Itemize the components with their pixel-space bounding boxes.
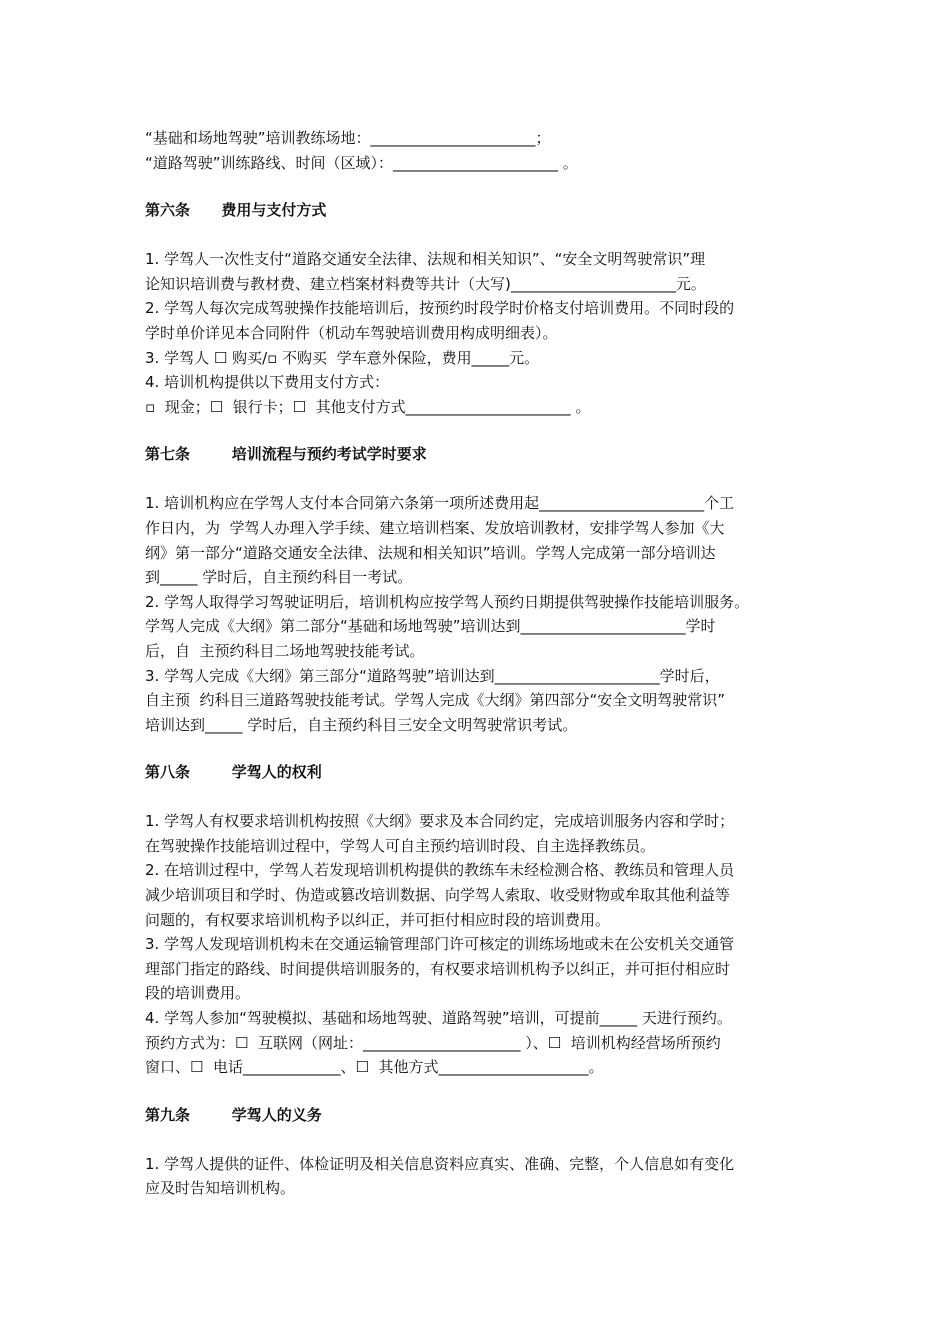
clause-line: 后，自 主预约科目二场地驾驶技能考试。 — [145, 641, 425, 660]
clause-line: 4. 培训机构提供以下费用支付方式： — [145, 373, 390, 392]
clause-line: 1. 学驾人一次性支付“道路交通安全法律、法规和相关知识”、“安全文明驾驶常识”理 — [145, 250, 706, 269]
section-heading-6: 第六条 费用与支付方式 — [145, 201, 327, 220]
section-heading-9: 第九条 学驾人的义务 — [145, 1105, 322, 1124]
clause-line: 自主预 约科目三道路驾驶技能考试。学驾人完成《大纲》第四部分“安全文明驾驶常识” — [145, 691, 726, 710]
clause-line: 学驾人完成《大纲》第二部分“基础和场地驾驶”培训达到______________________学时 — [145, 617, 716, 636]
clause-line: 预约方式为：☐ 互联网（网址：_____________________ ）、☐ 培训机构经营场所预约 — [145, 1033, 721, 1052]
clause-line: 1. 学驾人提供的证件、体检证明及相关信息资料应真实、准确、完整，个人信息如有变化 — [145, 1154, 735, 1173]
clause-line: 论知识培训费与教材费、建立档案材料费等共计（大写)______________________元。 — [145, 274, 706, 293]
clause-line: 学时单价详见本合同附件（机动车驾驶培训费用构成明细表）。 — [145, 323, 558, 342]
section-body-7 — [145, 491, 810, 737]
intro-line: “道路驾驶”训练路线、时间（区域）：______________________ 。 — [145, 153, 578, 172]
contract-page — [145, 126, 810, 1201]
clause-line: 理部门指定的路线、时间提供培训服务的，有权要求培训机构予以纠正，并可拒付相应时 — [145, 959, 731, 978]
clause-line: 2. 学驾人取得学习驾驶证明后，培训机构应按学驾人预约日期提供驾驶操作技能培训服务。 — [145, 592, 750, 611]
clause-line: 在驾驶操作技能培训过程中，学驾人可自主预约培训时段、自主选择教练员。 — [145, 836, 656, 855]
clause-line: 1. 培训机构应在学驾人支付本合同第六条第一项所述费用起______________________个工 — [145, 494, 735, 513]
clause-line: 段的培训费用。 — [145, 984, 251, 1003]
clause-line: 问题的，有权要求培训机构予以纠正，并可拒付相应时段的培训费用。 — [145, 910, 611, 929]
clause-line: 2. 在培训过程中，学驾人若发现培训机构提供的教练车未经检测合格、教练员和管理人员 — [145, 861, 735, 880]
section-body-9 — [145, 1152, 810, 1201]
clause-line: 4. 学驾人参加“驾驶模拟、基础和场地驾驶、道路驾驶”培训，可提前_____ 天进行预约。 — [145, 1009, 732, 1028]
section-body-8 — [145, 809, 810, 1080]
clause-line: 应及时告知培训机构。 — [145, 1179, 296, 1198]
intro-block — [145, 126, 810, 175]
clause-line: 培训达到_____ 学时后，自主预约科目三安全文明驾驶常识考试。 — [145, 715, 578, 734]
clause-line: ▫ 现金；☐ 银行卡；☐ 其他支付方式______________________ 。 — [145, 397, 591, 416]
clause-line: 窗口、☐ 电话_____________、☐ 其他方式____________________。 — [145, 1058, 604, 1077]
section-body-6 — [145, 247, 810, 419]
section-heading-7: 第七条 培训流程与预约考试学时要求 — [145, 445, 427, 464]
section-heading-8: 第八条 学驾人的权利 — [145, 763, 322, 782]
intro-line: “基础和场地驾驶”培训教练场地：______________________； — [145, 129, 551, 147]
clause-line: 1. 学驾人有权要求培训机构按照《大纲》要求及本合同约定，完成培训服务内容和学时； — [145, 812, 735, 831]
clause-line: 作日内，为 学驾人办理入学手续、建立培训档案、发放培训教材，安排学驾人参加《大 — [145, 518, 725, 537]
clause-line: 3. 学驾人发现培训机构未在交通运输管理部门许可核定的训练场地或未在公安机关交通管 — [145, 935, 735, 954]
clause-line: 到_____ 学时后，自主预约科目一考试。 — [145, 568, 413, 587]
clause-line: 减少培训项目和学时、伪造或篡改培训数据、向学驾人索取、收受财物或牟取其他利益等 — [145, 886, 731, 905]
clause-line: 3. 学驾人 ☐ 购买/▫ 不购买 学车意外保险，费用_____元。 — [145, 348, 540, 367]
clause-line: 2. 学驾人每次完成驾驶操作技能培训后，按预约时段学时价格支付培训费用。不同时段的 — [145, 299, 735, 318]
clause-line: 纲》第一部分“道路交通安全法律、法规和相关知识”培训。学驾人完成第一部分培训达 — [145, 543, 716, 562]
clause-line: 3. 学驾人完成《大纲》第三部分“道路驾驶”培训达到______________________学时后， — [145, 666, 720, 685]
